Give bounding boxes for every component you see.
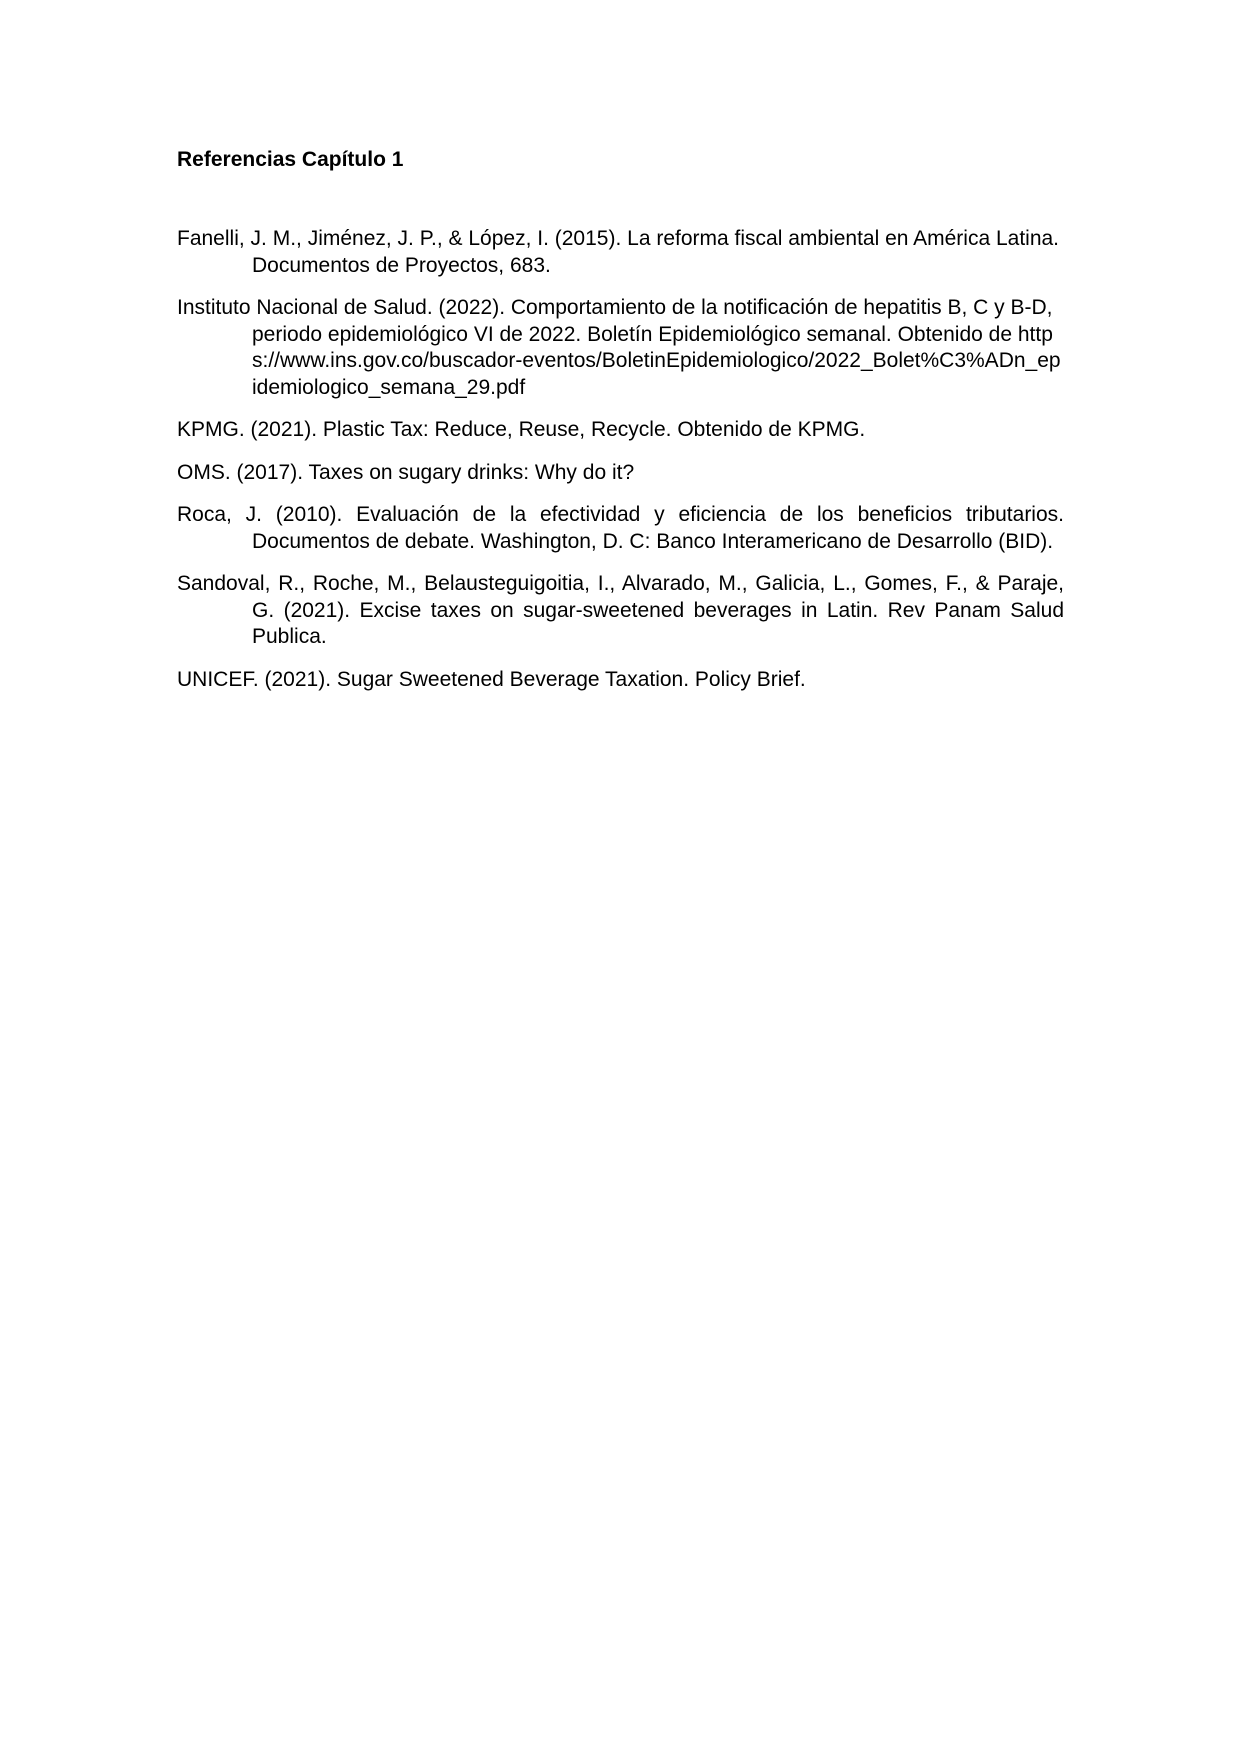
reference-text: Fanelli, J. M., Jiménez, J. P., & López, I. (2015). La reforma fiscal ambiental en América Latina. Documentos de Proyectos, 683. <box>177 227 1060 277</box>
reference-item <box>177 417 1064 444</box>
reference-text: UNICEF. (2021). Sugar Sweetened Beverage Taxation. Policy Brief. <box>177 667 806 691</box>
reference-url: https://www.ins.gov.co/buscador-eventos/BoletinEpidemiologico/2022_Bolet%C3%ADn_epidemiologico_semana_29.pdf <box>252 322 1061 399</box>
reference-item <box>177 226 1064 279</box>
reference-item <box>177 667 1064 694</box>
reference-item <box>177 295 1064 401</box>
reference-list <box>177 226 1064 709</box>
reference-text: KPMG. (2021). Plastic Tax: Reduce, Reuse, Recycle. Obtenido de KPMG. <box>177 418 866 441</box>
page-title: Referencias Capítulo 1 <box>177 148 404 171</box>
reference-text: Roca, J. (2010). Evaluación de la efectividad y eficiencia de los beneficios tributarios. Documentos de debate. Washington, D. C: Banco Interamericano de Desarrollo (BID). <box>177 503 1064 553</box>
reference-text: Sandoval, R., Roche, M., Belausteguigoitia, I., Alvarado, M., Galicia, L., Gomes, F., & Paraje, G. (2021). Excise taxes on sugar-sweetened beverages in Latin. Rev Panam Salud Publica. <box>177 572 1064 648</box>
reference-text: OMS. (2017). Taxes on sugary drinks: Why do it? <box>177 460 635 484</box>
reference-item <box>177 460 1064 487</box>
reference-text: Instituto Nacional de Salud. (2022). Comportamiento de la notificación de hepatitis B, C y B-D, periodo epidemiológico VI de 2022. Boletín Epidemiológico semanal. Obtenido de <box>177 296 1053 346</box>
reference-item <box>177 571 1064 651</box>
reference-item <box>177 502 1064 555</box>
